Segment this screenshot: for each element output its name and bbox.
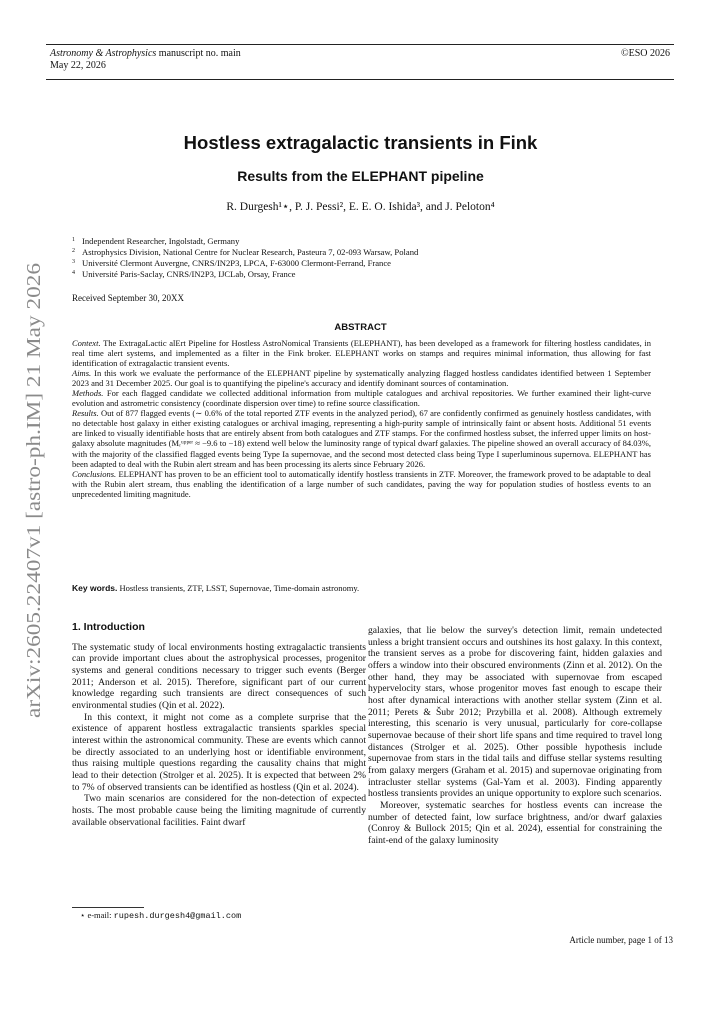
affiliation: $^4$ Université Paris-Saclay, CNRS/IN2P3, IJCLab, Orsay, France [72, 269, 296, 279]
left-column [72, 622, 366, 828]
journal-name: Astronomy & Astrophysics [50, 48, 157, 59]
right-column [368, 625, 662, 846]
running-header [46, 44, 674, 80]
manuscript-label: manuscript no. main [156, 48, 241, 59]
page-number: Article number, page 1 of 13 [569, 935, 673, 945]
header-date: May 22, 2026 [50, 60, 106, 71]
paragraph: galaxies, that lie below the survey's detection limit, remain undetected unless a bright transient occurs and outshines its host galaxy. In this context, the transient serves as a probe for discovering faint, hidden galaxies and offers a window into their obscured environments (Zinn et al. 2012). On the other hand, they may be associated with supernovae from escaped hypervelocity stars, whose progenitor moves fast enough to escape their host after dynamical interactions with another stellar system (Zinn et al. 2011; Perets & Šubr 2012; Przybilla et al. 2008). Although extremely interesting, this scenario is very unusual, particularly for core-collapse supernovae because of their short life spans and time required to travel long distances (Strolger et al. 2025). Other possible hypothesis include supernovae from stars in the tidal tails and diffuse stellar systems resulting from galaxy mergers (Graham et al. 2015) and supernovae originating from intracluster stellar systems (Gal-Yam et al. 2003). Finding apparently hostless transients provides an unique opportunity to explore such scenarios. [368, 625, 662, 800]
keywords: Key words. Hostless transients, ZTF, LSST, Supernovae, Time-domain astronomy. [72, 583, 360, 593]
abstract-aims: Aims. In this work we evaluate the performance of the ELEPHANT pipeline by systematically analyzing flagged hostless candidates identified between 1 September 2023 and 31 December 2025. Our goal is to quantifying the pipeline's accuracy and identify dominant sources of contamination. [72, 368, 651, 389]
affiliation-list [72, 235, 418, 279]
paper-subtitle: Results from the ELEPHANT pipeline [237, 168, 484, 184]
paragraph: The systematic study of local environments hosting extragalactic transients can provide important clues about the astrophysical processes, progenitor systems and general conditions necessary to trigger such events (Berger 2011; Anderson et al. 2015). Therefore, significant part of our current knowledge regarding such transients are direct consequences of such environmental studies (Qin et al. 2022). [72, 641, 366, 711]
abstract-heading: ABSTRACT [334, 322, 387, 333]
paper-title: Hostless extragalactic transients in Fink [183, 132, 538, 153]
header-copyright: ©ESO 2026 [621, 48, 670, 59]
affiliation: $^3$ Université Clermont Auvergne, CNRS/IN2P3, LPCA, F-63000 Clermont-Ferrand, France [72, 258, 391, 268]
paragraph: Two main scenarios are considered for the non-detection of expected hosts. The most probable cause being the limiting magnitude of currently available observational facilities. Faint dwarf [72, 793, 366, 828]
abstract-results: Results. Out of 877 flagged events (∼ 0.6% of the total reported ZTF events in the analyzed period), 67 are confidently confirmed as genuinely hostless candidates, with no detectable host galaxy in either existing catalogues or archival imaging, representing a high-purity sample of intrinsically faint or absent hosts. Additional 51 events are linked to visually identifiable hosts that are entirely absent from both catalogues and ZTF stamps. For the confirmed hostless subset, the inferred upper limits on host-galaxy absolute magnitudes (Mᵣᵘᵖᵖᵉʳ ≈ −9.6 to −18) extend well below the luminosity range of typical dwarf galaxies. The pipeline showed an overall accuracy of 84.03%, with the majority of the classified flagged events being Type Ia supernovae, and the second most detected class being Type I superluminous supernova. ELEPHANT has been adapted to deal with the Rubin alert stream and has been processing its alerts since February 2026. [72, 408, 651, 469]
footnote: ⋆ e-mail: rupesh.durgesh4@gmail.com [80, 910, 242, 921]
abstract-body [72, 338, 651, 499]
affiliation: $^1$ Independent Researcher, Ingolstadt, Germany [72, 236, 240, 246]
affiliation: $^2$ Astrophysics Division, National Centre for Nuclear Research, Pasteura 7, 02-093 Warsaw, Poland [72, 247, 419, 257]
arxiv-id: arXiv:2605.22407v1 [astro-ph.IM] 21 May 2026 [23, 317, 45, 718]
author-list: R. Durgesh¹⋆, P. J. Pessi², E. E. O. Ishida³, and J. Peloton⁴ [226, 201, 495, 213]
received-date: Received September 30, 20XX [72, 293, 184, 303]
paragraph: Moreover, systematic searches for hostless events can increase the number of detected faint, low surface brightness, and/or dwarf galaxies (Conroy & Bullock 2015; Qin et al. 2024), essential for constraining the faint-end of the galaxy luminosity [368, 799, 662, 846]
email-link[interactable]: rupesh.durgesh4@gmail.com [113, 911, 242, 921]
abstract-conclusions: Conclusions. ELEPHANT has proven to be an efficient tool to automatically identify hostless transients in ZTF. Moreover, the framework proved to be adaptable to deal with the Rubin alert stream, thus enabling the identification of a large number of such candidates, paving the way for population studies of hostless events to an unprecedented limiting magnitude. [72, 468, 651, 499]
abstract-context: Context. The ExtragaLactic alErt Pipeline for Hostless AstroNomical Transients (ELEPHANT), has been developed as a framework for filtering hostless candidates, in real time alert systems, and implemented as a filter in the Fink broker. ELEPHANT works on stamps and requires minimal information, thus allowing for fast identification of extragalactic transient events. [72, 338, 651, 369]
header-left [50, 48, 241, 72]
paragraph: In this context, it might not come as a complete surprise that the existence of apparent hostless extragalactic transients sparkles special interest within the astronomical community. These are events which cannot be directly associated to an underlying host or identifiable environment, thus raising multiple questions regarding the causality chains that might lead to their detection (Strolger et al. 2025). It is expected that between 2% to 7% of observed transients can be identified as hostless (Qin et al. 2024). [72, 711, 366, 793]
abstract-methods: Methods. For each flagged candidate we collected additional information from multiple catalogues and archival repositories. We further examined their light-curve evolution and astrometric consistency (coordinate dispersion over time) to refine source classification. [72, 388, 651, 409]
footnote-rule [72, 907, 144, 908]
section-heading: 1. Introduction [72, 621, 145, 633]
